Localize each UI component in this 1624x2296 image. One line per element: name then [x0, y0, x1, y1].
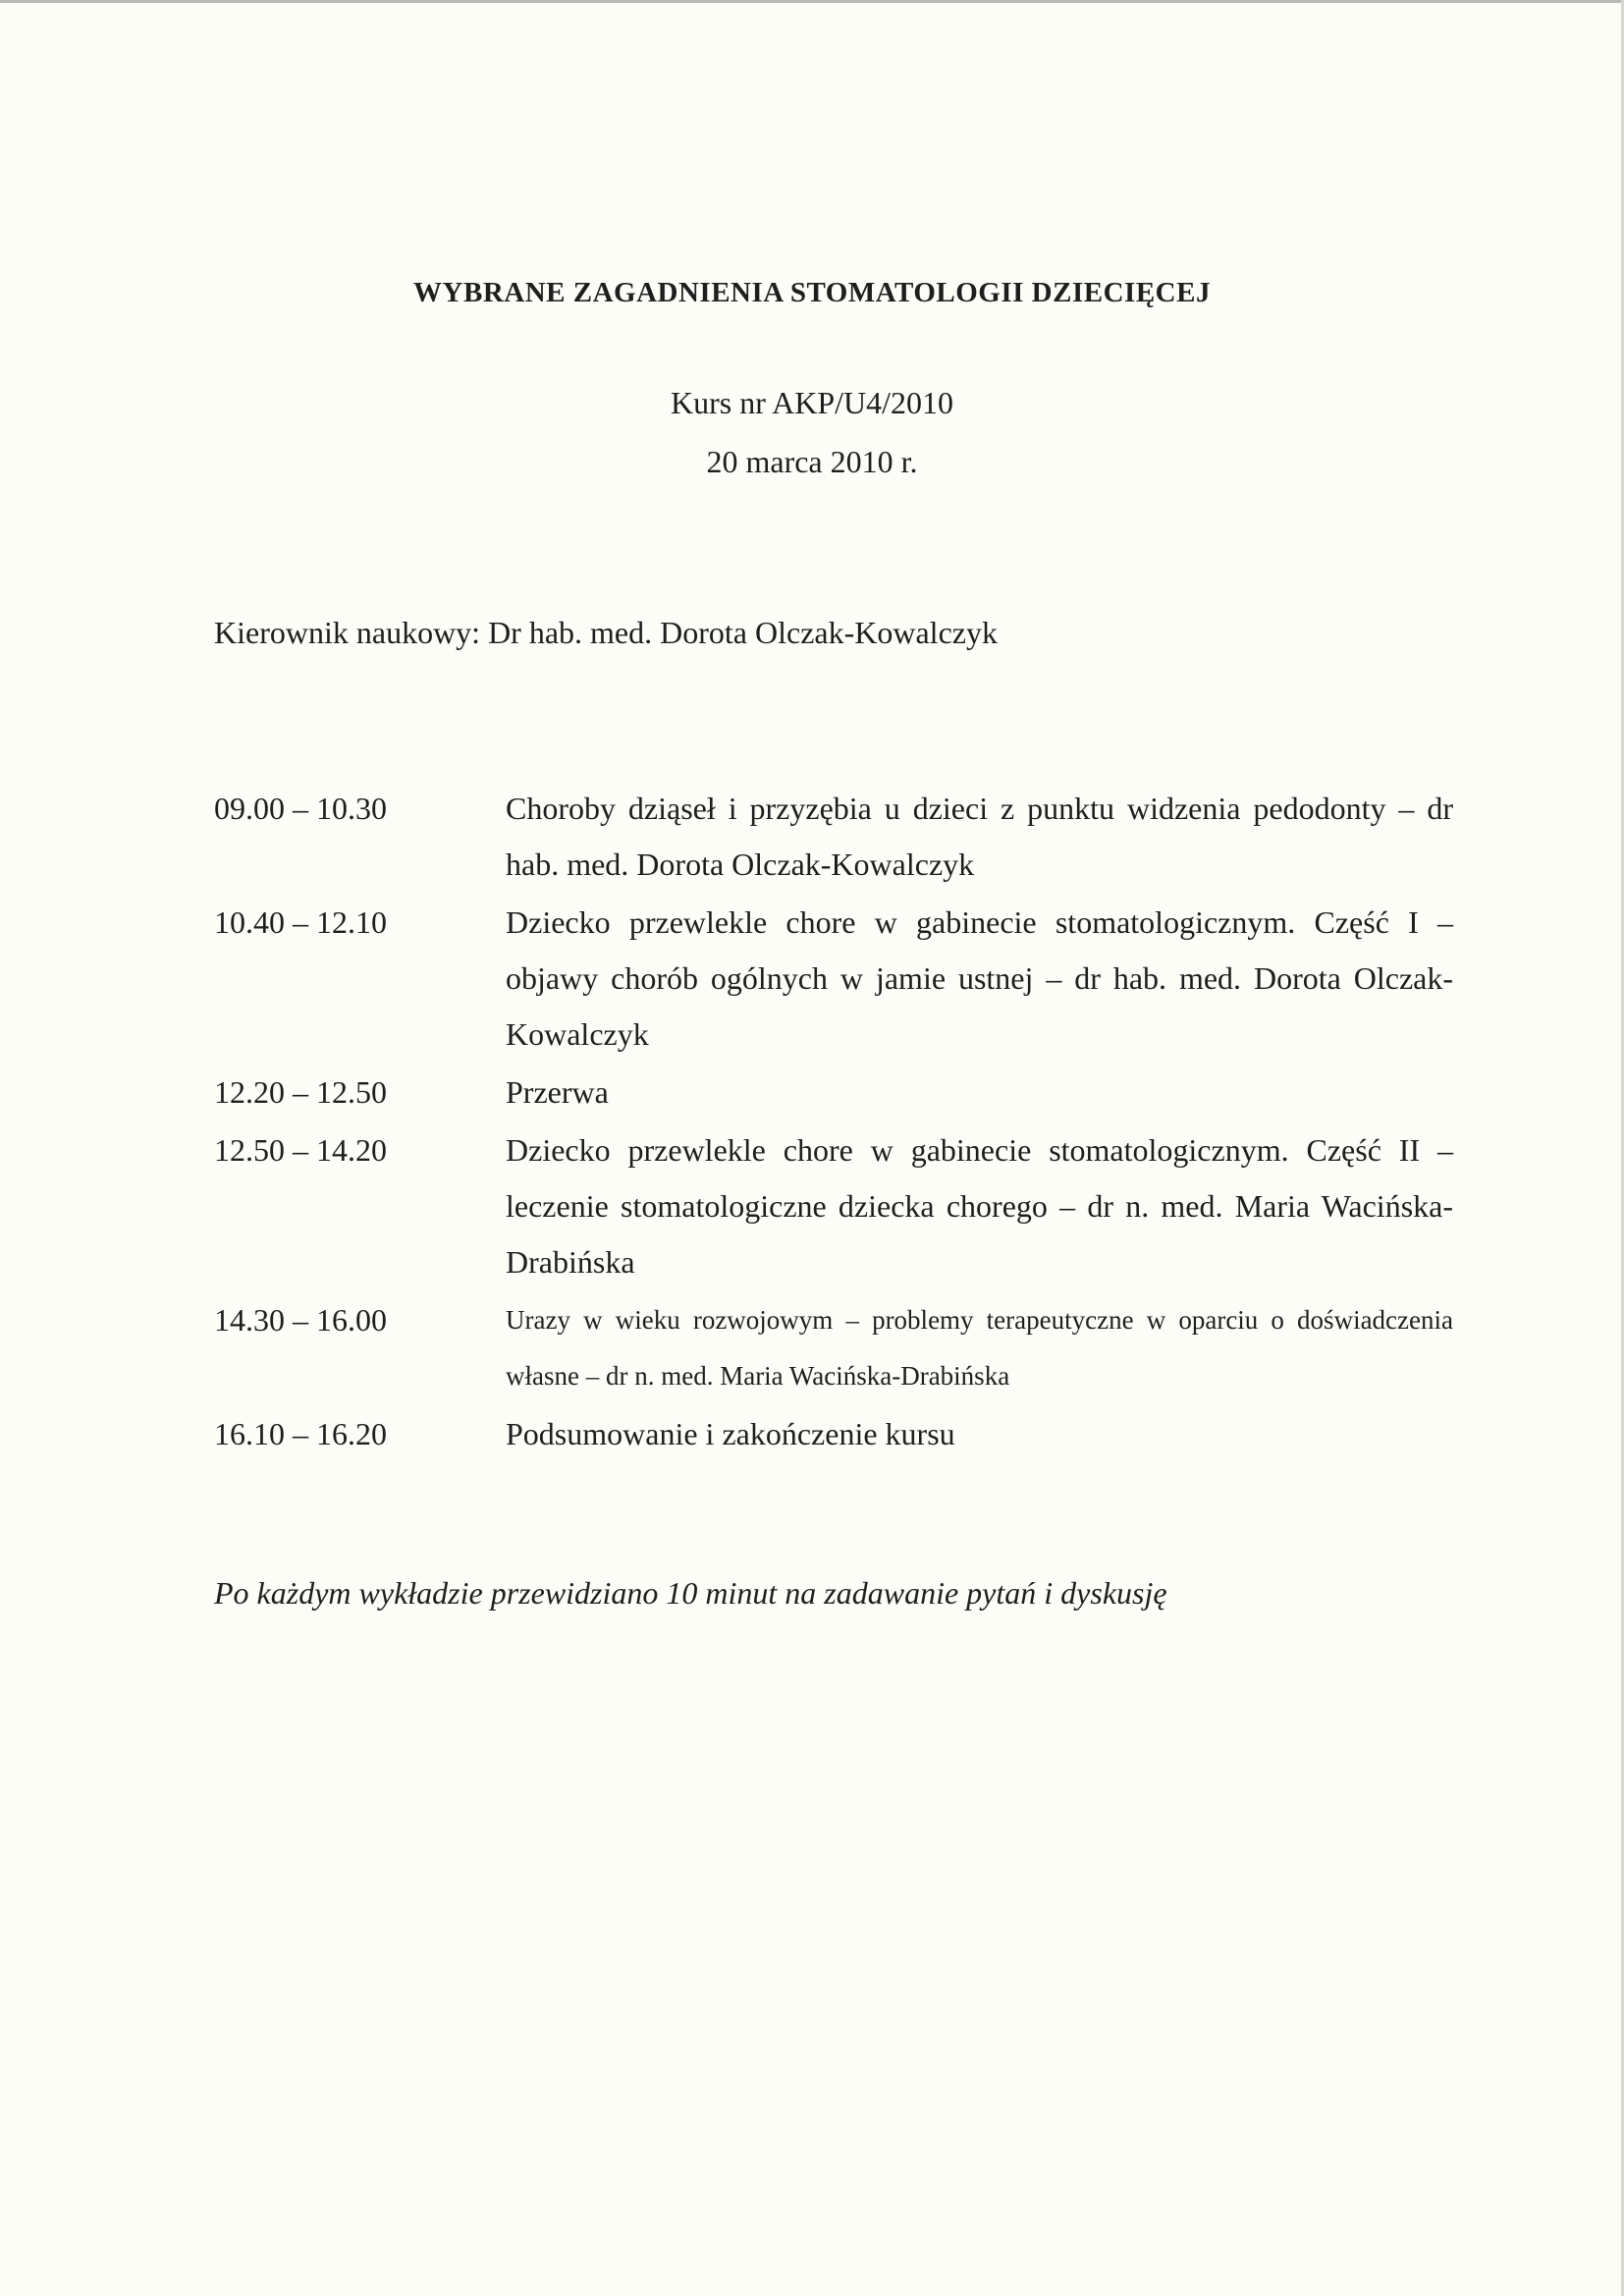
document-title: WYBRANE ZAGADNIENIA STOMATOLOGII DZIECIĘCEJ [413, 277, 1211, 308]
schedule-description: Podsumowanie i zakończenie kursu [506, 1416, 955, 1451]
schedule-description: Przerwa [506, 1074, 609, 1110]
schedule-time: 09.00 – 10.30 [214, 791, 387, 826]
schedule-time: 16.10 – 16.20 [214, 1416, 387, 1451]
footer-note: Po każdym wykładzie przewidziano 10 minut na zadawanie pytań i dyskusję [214, 1575, 1167, 1611]
schedule-row [214, 895, 1453, 1063]
schedule-description: Choroby dziąseł i przyzębia u dzieci z punktu widzenia pedodonty – dr hab. med. Dorota Olczak-Kowalczyk [506, 791, 1453, 882]
schedule-time: 14.30 – 16.00 [214, 1302, 387, 1338]
scan-edge-top [0, 0, 1624, 3]
schedule-time: 12.50 – 14.20 [214, 1132, 387, 1168]
course-date: 20 marca 2010 r. [706, 444, 918, 479]
schedule-description: Dziecko przewlekle chore w gabinecie stomatologicznym. Część I – objawy chorób ogólnych w jamie ustnej – dr hab. med. Dorota Olczak-Kowalczyk [506, 904, 1453, 1052]
schedule-row [214, 1065, 1453, 1121]
schedule-table [214, 781, 1453, 1462]
scientific-director: Kierownik naukowy: Dr hab. med. Dorota Olczak-Kowalczyk [214, 615, 998, 650]
course-number: Kurs nr AKP/U4/2010 [670, 385, 953, 420]
schedule-description: Dziecko przewlekle chore w gabinecie stomatologicznym. Część II – leczenie stomatologiczne dziecka chorego – dr n. med. Maria Wacińska-Drabińska [506, 1132, 1453, 1280]
schedule-description: Urazy w wieku rozwojowym – problemy terapeutyczne w oparciu o doświadczenia własne – dr n. med. Maria Wacińska-Drabińska [506, 1305, 1453, 1391]
schedule-row [214, 1292, 1453, 1404]
schedule-time: 10.40 – 12.10 [214, 904, 387, 940]
schedule-row [214, 1406, 1453, 1462]
schedule-row [214, 1122, 1453, 1290]
schedule-row [214, 781, 1453, 893]
schedule-time: 12.20 – 12.50 [214, 1074, 387, 1110]
